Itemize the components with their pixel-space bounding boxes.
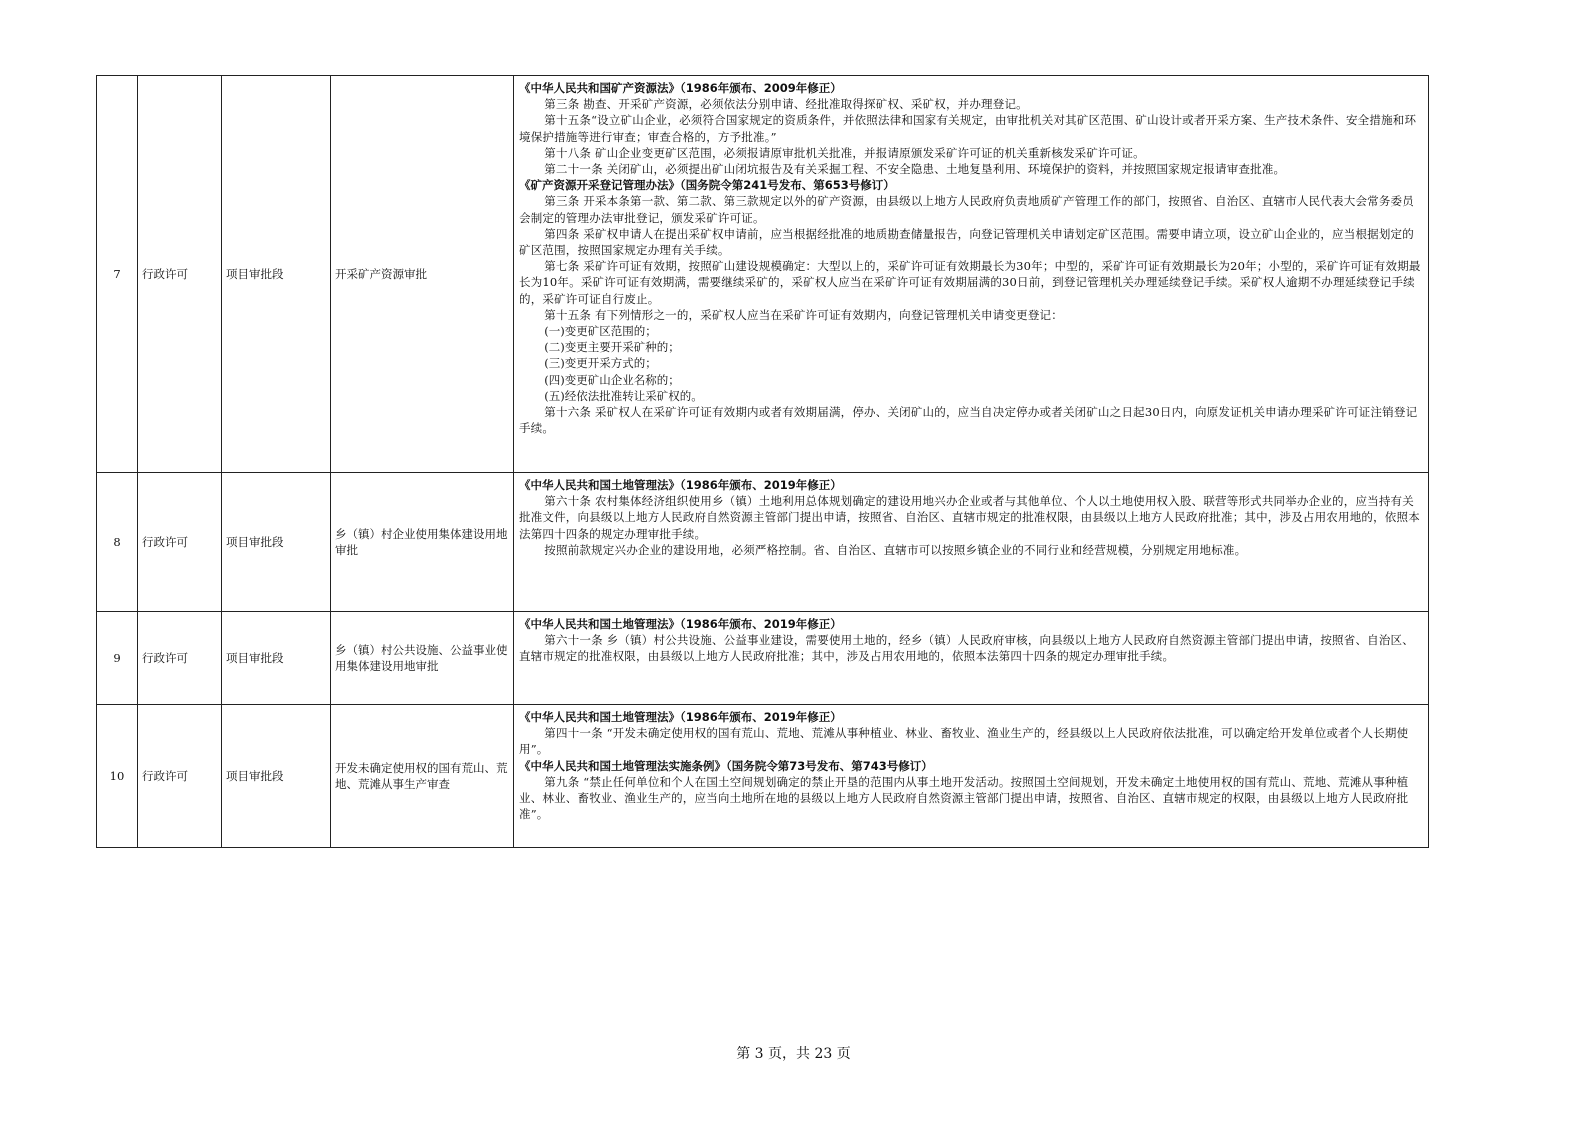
- clause-item: (一)变更矿区范围的；: [544, 324, 657, 339]
- article-text: 第十六条 采矿权人在采矿许可证有效期内或者有效期届满，停办、关闭矿山的，应当自决定停办或者关闭矿山之日起30日内，向原发证机关申请办理采矿许可证注销登记手续。: [519, 405, 1418, 436]
- page-footer: 第 3 页，共 23 页: [736, 1046, 851, 1062]
- table-row: [97, 473, 1429, 612]
- clause-item: (二)变更主要开采矿种的；: [544, 340, 680, 355]
- clause-item: (四)变更矿山企业名称的；: [544, 372, 680, 387]
- permit-item: 乡（镇）村公共设施、公益事业使用集体建设用地审批: [331, 612, 514, 705]
- law-title: 《中华人民共和国土地管理法》（1986年颁布、2019年修正）: [519, 617, 842, 631]
- article-text: 第六十条 农村集体经济组织使用乡（镇）土地利用总体规划确定的建设用地兴办企业或者与其他单位、个人以土地使用权入股、联营等形式共同举办企业的，应当持有关批准文件，向县级以上地方人民政府自然资源主管部门提出申请，按照省、自治区、直辖市规定的批准权限，由县级以上地方人民政府批准；其中，涉及占用农用地的，依照本法第四十四条的规定办理审批手续。: [519, 494, 1420, 541]
- table-row: [97, 705, 1429, 848]
- article-text: 第四十一条 “开发未确定使用权的国有荒山、荒地、荒滩从事种植业、林业、畜牧业、渔业生产的，经县级以上人民政府依法批准，可以确定给开发单位或者个人长期使用”。: [519, 726, 1409, 757]
- approval-stage: 项目审批段: [222, 705, 331, 848]
- permit-type: 行政许可: [138, 705, 222, 848]
- row-number: 8: [97, 473, 138, 612]
- legal-basis-cell: [514, 473, 1429, 612]
- article-text: 第三条 开采本条第一款、第二款、第三款规定以外的矿产资源，由县级以上地方人民政府负责地质矿产管理工作的部门，按照省、自治区、直辖市人民代表大会常务委员会制定的管理办法审批登记，颁发采矿许可证。: [519, 194, 1414, 225]
- table-row: [97, 76, 1429, 473]
- article-text: 第七条 采矿许可证有效期，按照矿山建设规模确定：大型以上的，采矿许可证有效期最长为30年；中型的，采矿许可证有效期最长为20年；小型的，采矿许可证有效期最长为10年。采矿许可证有效期满，需要继续采矿的，采矿权人应当在采矿许可证有效期届满的30日前，到登记管理机关办理延续登记手续。采矿权人逾期不办理延续登记手续的，采矿许可证自行废止。: [519, 259, 1421, 306]
- row-number: 7: [97, 76, 138, 473]
- article-text: 第三条 勘查、开采矿产资源，必须依法分别申请、经批准取得探矿权、采矿权，并办理登记。: [544, 97, 1028, 112]
- permit-item: 乡（镇）村企业使用集体建设用地审批: [331, 473, 514, 612]
- article-text: 第二十一条 关闭矿山，必须提出矿山闭坑报告及有关采掘工程、不安全隐患、土地复垦利用、环境保护的资料，并按照国家规定报请审查批准。: [544, 162, 1286, 177]
- law-title: 《中华人民共和国土地管理法实施条例》（国务院令第73号发布、第743号修订）: [519, 758, 933, 773]
- law-title: 《中华人民共和国土地管理法》（1986年颁布、2019年修正）: [519, 478, 842, 492]
- permit-item: 开采矿产资源审批: [331, 76, 514, 473]
- article-text: 第六十一条 乡（镇）村公共设施、公益事业建设，需要使用土地的，经乡（镇）人民政府审核，向县级以上地方人民政府自然资源主管部门提出申请，按照省、自治区、直辖市规定的批准权限，由县级以上地方人民政府批准；其中，涉及占用农用地的，依照本法第四十四条的规定办理审批手续。: [519, 633, 1414, 664]
- permit-type: 行政许可: [138, 473, 222, 612]
- law-title: 《中华人民共和国矿产资源法》（1986年颁布、2009年修正）: [519, 81, 842, 95]
- table-row: [97, 612, 1429, 705]
- article-text: 第四条 采矿权申请人在提出采矿权申请前，应当根据经批准的地质勘查储量报告，向登记管理机关申请划定矿区范围。需要申请立项，设立矿山企业的，应当根据划定的矿区范围，按照国家规定办理有关手续。: [519, 226, 1414, 258]
- clause-item: (五)经依法批准转让采矿权的。: [544, 388, 703, 403]
- permit-type: 行政许可: [138, 612, 222, 705]
- row-number: 9: [97, 612, 138, 705]
- permit-table: [96, 75, 1429, 848]
- approval-stage: 项目审批段: [222, 473, 331, 612]
- approval-stage: 项目审批段: [222, 612, 331, 705]
- clause-item: (三)变更开采方式的；: [544, 356, 657, 371]
- row-number: 10: [97, 705, 138, 848]
- law-title: 《矿产资源开采登记管理办法》（国务院令第241号发布、第653号修订）: [519, 178, 895, 193]
- law-title: 《中华人民共和国土地管理法》（1986年颁布、2019年修正）: [519, 710, 842, 724]
- article-text: 第十五条 有下列情形之一的，采矿权人应当在采矿许可证有效期内，向登记管理机关申请变更登记：: [544, 307, 1063, 322]
- legal-basis-cell: [514, 705, 1429, 848]
- legal-basis-cell: [514, 612, 1429, 705]
- article-text: 第九条 “禁止任何单位和个人在国土空间规划确定的禁止开垦的范围内从事土地开发活动。按照国土空间规划，开发未确定土地使用权的国有荒山、荒地、荒滩从事种植业、林业、畜牧业、渔业生产的，应当向土地所在地的县级以上地方人民政府自然资源主管部门提出申请，按照省、自治区、直辖市规定的权限，由县级以上地方人民政府批准”。: [519, 774, 1409, 822]
- permit-type: 行政许可: [138, 76, 222, 473]
- article-text: 第十八条 矿山企业变更矿区范围，必须报请原审批机关批准，并报请原颁发采矿许可证的机关重新核发采矿许可证。: [544, 145, 1145, 160]
- permit-item: 开发未确定使用权的国有荒山、荒地、荒滩从事生产审查: [331, 705, 514, 848]
- legal-basis-cell: [514, 76, 1429, 473]
- article-text: 按照前款规定兴办企业的建设用地，必须严格控制。省、自治区、直辖市可以按照乡镇企业的不同行业和经营规模，分别规定用地标准。: [544, 542, 1247, 557]
- article-text: 第十五条“设立矿山企业，必须符合国家规定的资质条件，并依照法律和国家有关规定，由审批机关对其矿区范围、矿山设计或者开采方案、生产技术条件、安全措施和环境保护措施等进行审查；审查合格的，方予批准。”: [519, 113, 1417, 144]
- approval-stage: 项目审批段: [222, 76, 331, 473]
